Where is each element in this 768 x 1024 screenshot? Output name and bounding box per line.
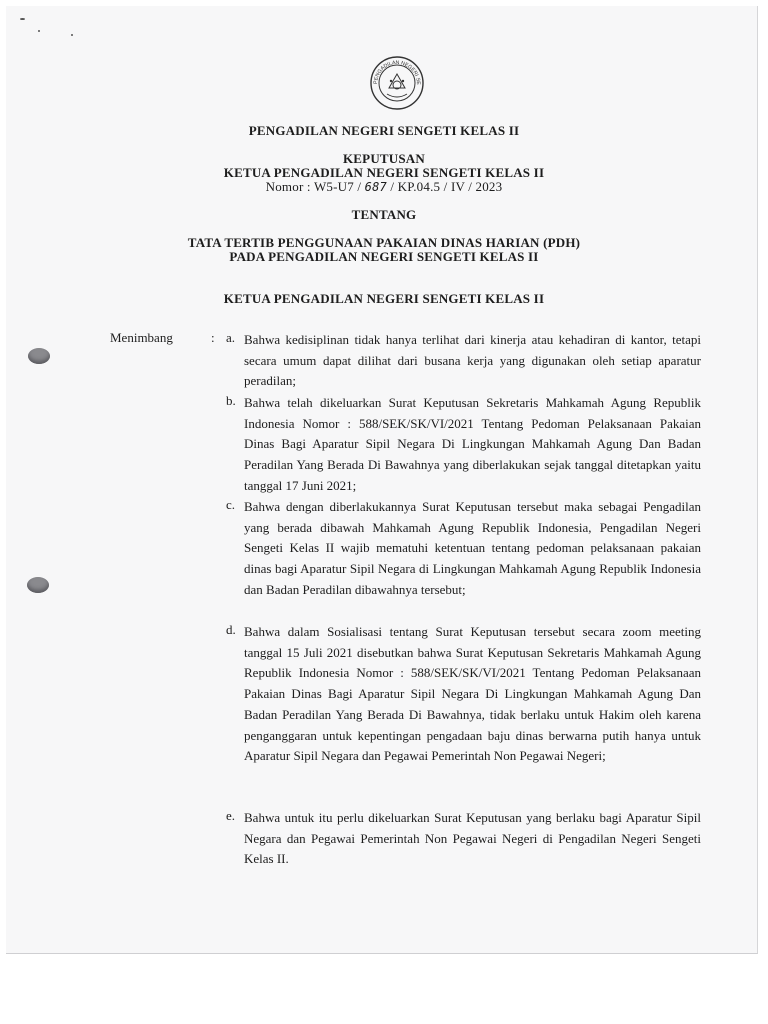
court-seal-logo [369, 54, 425, 112]
scan-speck [71, 34, 73, 36]
subject-line-2: PADA PENGADILAN NEGERI SENGETI KELAS II [229, 249, 539, 264]
considering-label: Menimbang [110, 330, 173, 345]
svg-text:PENGADILAN NEGERI SENGETI: PENGADILAN NEGERI SE [372, 59, 422, 85]
item-text: Bahwa telah dikeluarkan Surat Keputusan Sekretaris Mahkamah Agung Republik Indonesia Nomor : 588/SEK/SK/VI/2021 Tentang Pedoman Pelaksanaan Pakaian Dinas Bagi Aparatur Sipil Negara Di Lingkungan Mahkamah Agung Dan Badan Peradilan Yang Berada Di Bawahnya yang diberlakukan sejak tanggal ditetapkan yaitu tanggal 17 Juni 2021; [244, 395, 701, 493]
item-letter: c. [226, 497, 236, 512]
subject-line-1: TATA TERTIB PENGGUNAAN PAKAIAN DINAS HARIAN (PDH) [187, 235, 581, 250]
decision-issuer: KETUA PENGADILAN NEGERI SENGETI KELAS II [223, 165, 545, 180]
item-letter: b. [226, 393, 236, 408]
decision-label: KEPUTUSAN [343, 151, 425, 166]
number-suffix: / KP.04.5 / IV / 2023 [390, 179, 503, 194]
number-handwritten: 687 [364, 180, 387, 194]
item-letter: a. [226, 330, 236, 345]
item-text: Bahwa dengan diberlakukannya Surat Keputusan tersebut maka sebagai Pengadilan yang berada dibawah Mahkamah Agung Republik Indonesia, Pengadilan Negeri Sengeti Kelas II wajib mematuhi ketentuan tentang pedoman pelaksanaan pakaian dinas bagi Aparatur Sipil Negara di Lingkungan Mahkamah Agung Republik Indonesia dan Badan Peradilan dibawahnya tersebut; [244, 499, 701, 597]
scan-speck [20, 18, 25, 20]
punch-hole-bottom [27, 577, 49, 593]
item-text: Bahwa kedisiplinan tidak hanya terlihat dari kinerja atau kehadiran di kantor, tetapi secara umum dapat dilihat dari busana kerja yang digunakan oleh setiap aparatur peradilan; [244, 332, 701, 389]
number-prefix: Nomor : W5-U7 / [265, 179, 362, 194]
item-letter: e. [226, 808, 236, 823]
about-label: TENTANG [351, 207, 417, 222]
decision-number [0, 179, 768, 195]
scan-speck [38, 30, 40, 32]
court-name-heading: PENGADILAN NEGERI SENGETI KELAS II [248, 123, 520, 138]
item-letter: d. [226, 622, 236, 637]
authority-heading: KETUA PENGADILAN NEGERI SENGETI KELAS II [223, 291, 545, 306]
punch-hole-top [28, 348, 50, 364]
page-background [0, 955, 768, 1024]
considering-colon: : [211, 330, 215, 345]
item-text: Bahwa untuk itu perlu dikeluarkan Surat Keputusan yang berlaku bagi Aparatur Sipil Negara dan Pegawai Pemerintah Non Pegawai Negeri di Pengadilan Negeri Sengeti Kelas II. [244, 810, 701, 867]
item-text: Bahwa dalam Sosialisasi tentang Surat Keputusan tersebut secara zoom meeting tanggal 15 Juli 2021 disebutkan bahwa Surat Keputusan Sekretaris Mahkamah Agung Republik Indonesia Nomor : 588/SEK/SK/VI/2021 Tentang Pedoman Pelaksanaan Pakaian Dinas Bagi Aparatur Sipil Negara Di Lingkungan Mahkamah Agung Dan Badan Peradilan Yang Berada Di Bawahnya, tidak berlaku untuk Hakim oleh karena penganggaran untuk kepentingan pengadaan baju dinas berwarna putih hanya untuk Aparatur Sipil Negara dan Pegawai Pemerintah Non Pegawai Negeri; [244, 624, 701, 764]
